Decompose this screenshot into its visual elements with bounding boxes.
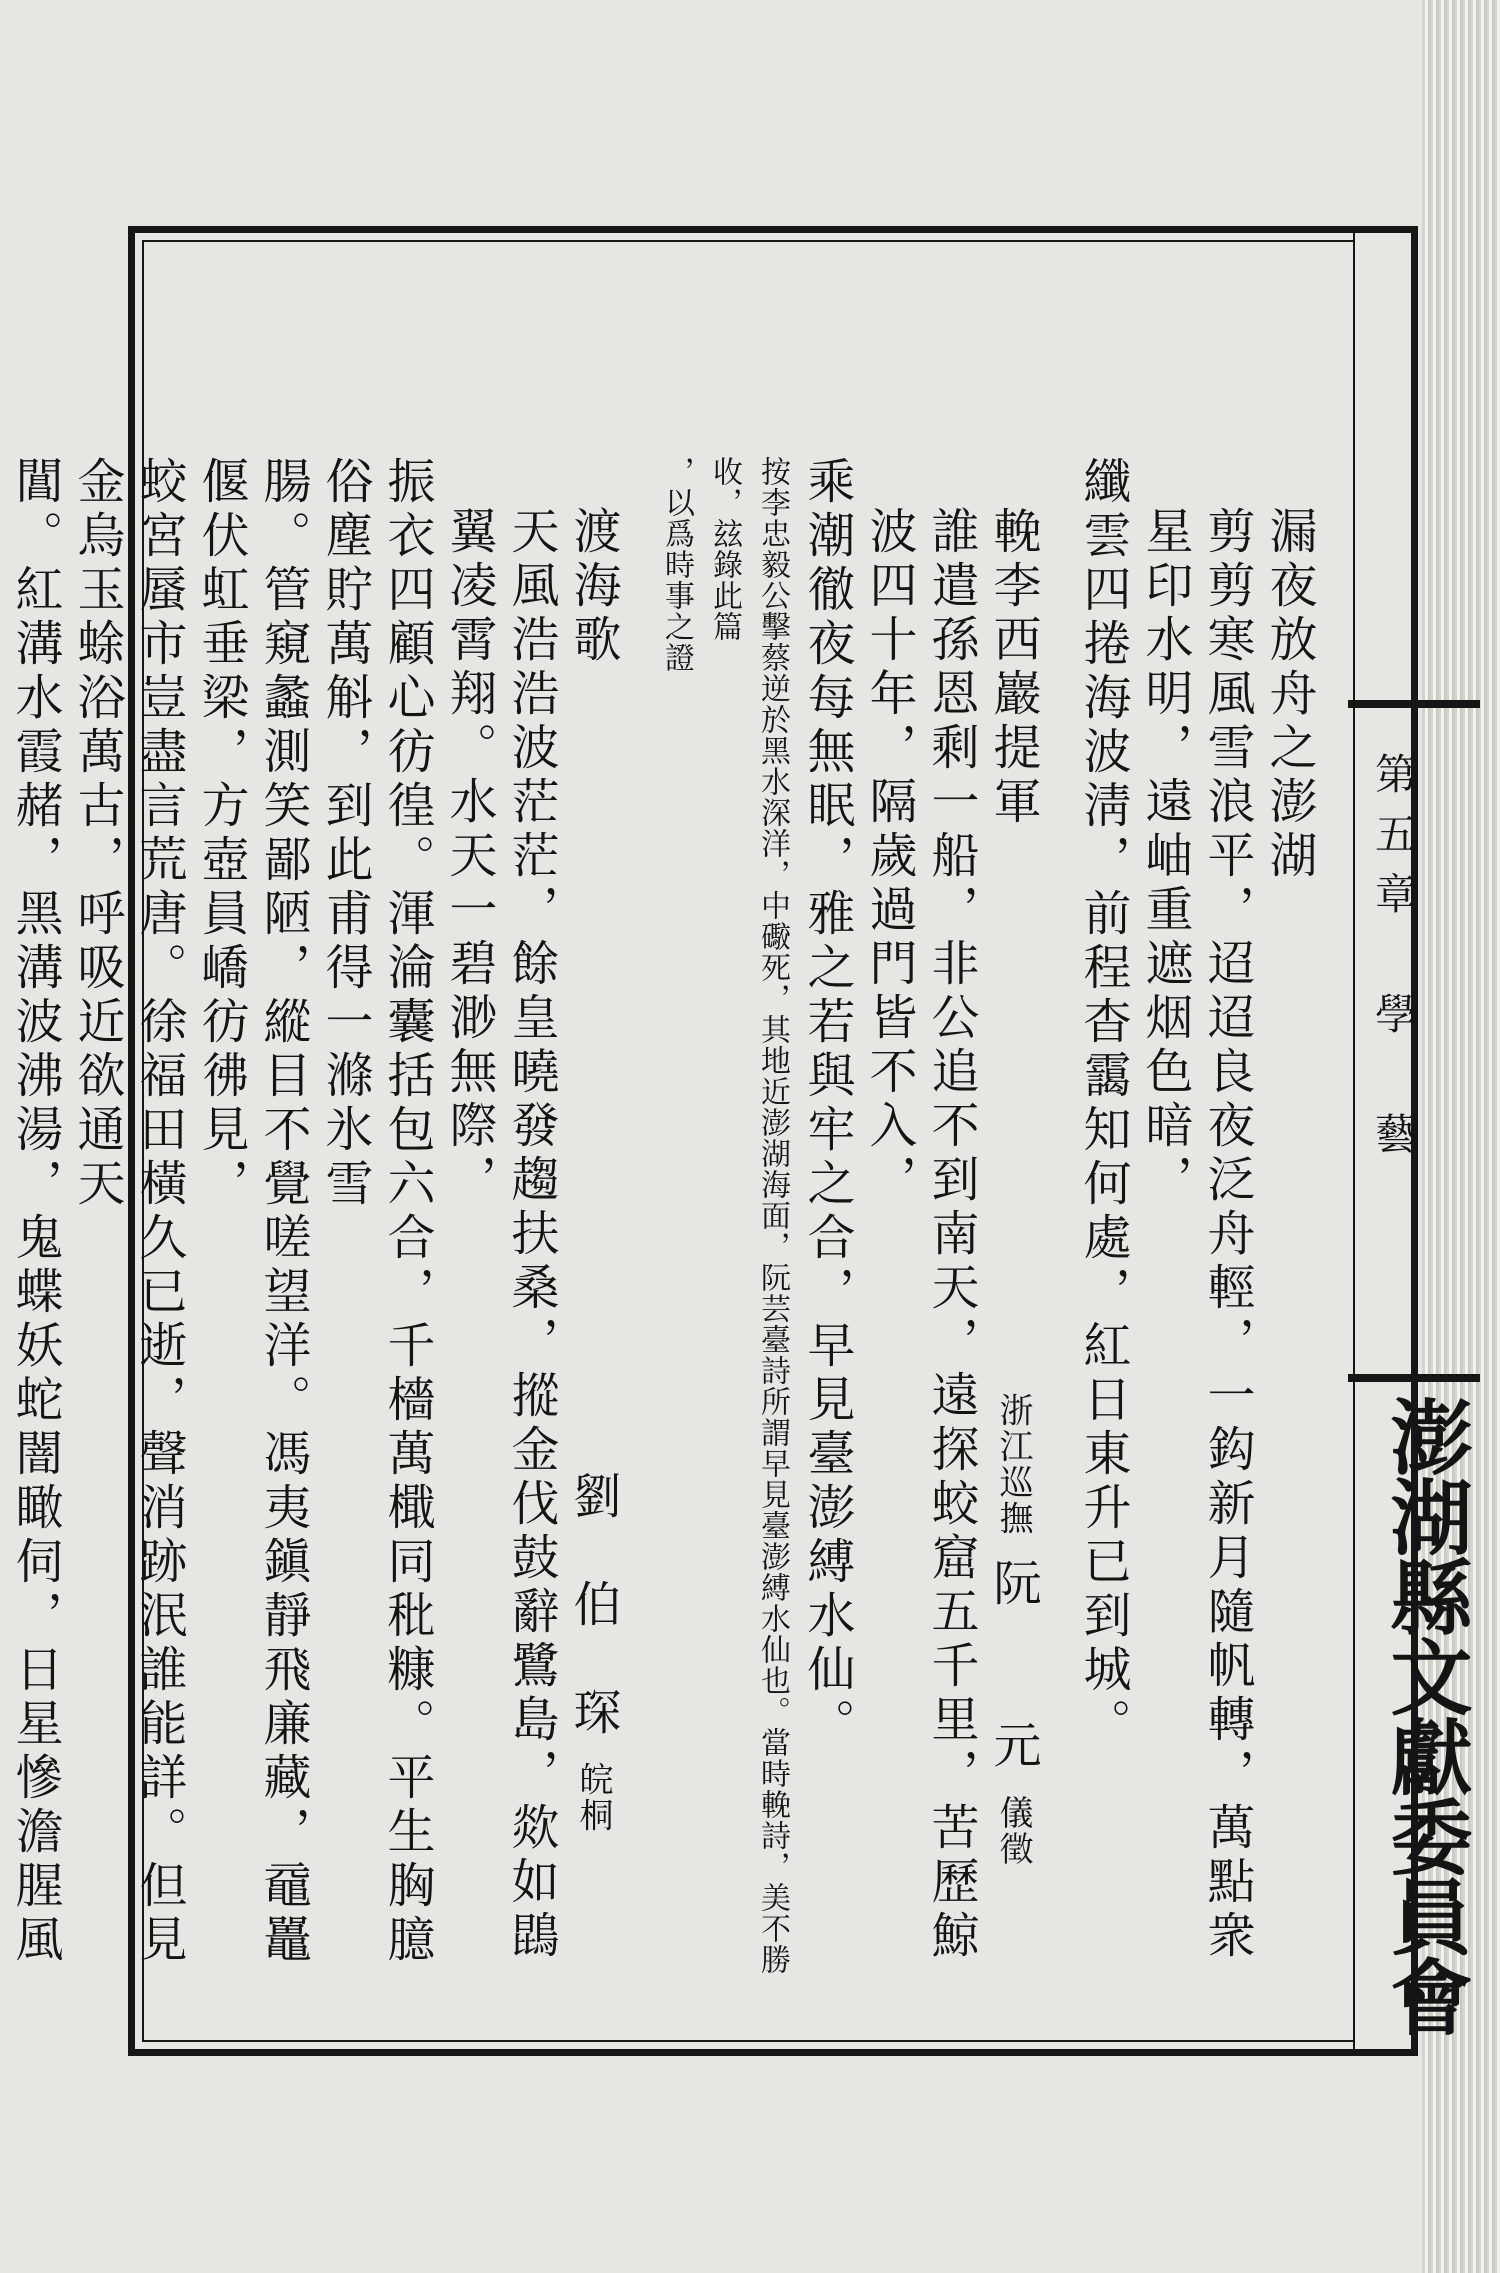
poem-line: 蛟宮蜃市豈盡言荒唐。徐福田橫久已逝，聲消跡泯誰能詳。但見金烏玉蜍浴萬古，呼吸近欲通天	[69, 456, 187, 1968]
annotation-note: ，以爲時事之證	[659, 456, 694, 673]
poem-line: 腸。管窺蠡測笑鄙陋，縱目不覺嗟望洋。馮夷鎭靜飛廉藏，黿鼉偃伏虹垂梁，方壺員嶠彷彿見，	[193, 456, 311, 1968]
header-divider	[1353, 226, 1355, 2056]
poem-line: 纖雲四捲海波淸，前程杳靄知何處，紅日東升已到城。	[1075, 456, 1131, 1752]
author-style: 皖桐	[573, 1761, 613, 1834]
poem-title	[982, 456, 1044, 2011]
chapter-title: 第五章 學 藝	[1369, 752, 1418, 1172]
header-rule-top	[1348, 700, 1480, 708]
author-name: 劉 伯 琛	[565, 1470, 621, 1741]
poem-line: 誰遣孫恩剩一船，非公追不到南天，遠探蛟窟五千里，苦歷鯨波四十年，隔歲過門皆不入，	[861, 506, 979, 1964]
poem-title: 漏夜放舟之澎湖	[1261, 506, 1317, 884]
poem-line: 閶。紅溝水霞赭，黑溝波沸湯，鬼蝶妖蛇闇瞰伺，日星慘澹腥風	[7, 456, 63, 1968]
column-spacer	[624, 456, 652, 2011]
poem-title	[562, 456, 624, 2011]
poem-line: 振衣四顧心彷徨。渾淪囊括包六合，千檣萬檝同秕糠。平生胸臆俗塵貯萬斛，到此甫得一滌氷雪	[317, 456, 435, 1968]
poem-title-text: 渡海歌	[565, 506, 621, 668]
page-body	[7, 456, 1320, 2011]
publisher-name: 澎湖縣文獻委員會	[1377, 1395, 1473, 2035]
author-role: 浙江巡撫	[993, 1392, 1033, 1537]
poem-line: 乘潮徹夜每無眠，雅之若與牢之合，早見臺澎縛水仙。	[799, 456, 855, 1752]
column-spacer	[1044, 456, 1072, 2011]
poem-line: 剪剪寒風雪浪平，迢迢良夜泛舟輕，一鈎新月隨帆轉，萬點衆星印水明，遠岫重遮烟色暗，	[1137, 506, 1255, 1964]
author-name: 阮 元	[985, 1557, 1041, 1774]
annotation-note: 按李忠毅公擊蔡逆於黑水深洋，中礮死，其地近澎湖海面，阮芸臺詩所謂早見臺澎縛水仙也。當時輓詩，美不勝收，玆錄此篇	[707, 456, 790, 1975]
author-style: 儀徵	[993, 1795, 1033, 1868]
poem-line: 天風浩浩波茫茫，餘皇曉發趨扶桑，摐金伐鼓辭鷺島，欻如鵾翼凌霄翔。水天一碧渺無際，	[441, 506, 559, 1964]
poem-title-text: 輓李西巖提軍	[985, 506, 1041, 830]
header-rule-bottom	[1348, 1374, 1480, 1382]
